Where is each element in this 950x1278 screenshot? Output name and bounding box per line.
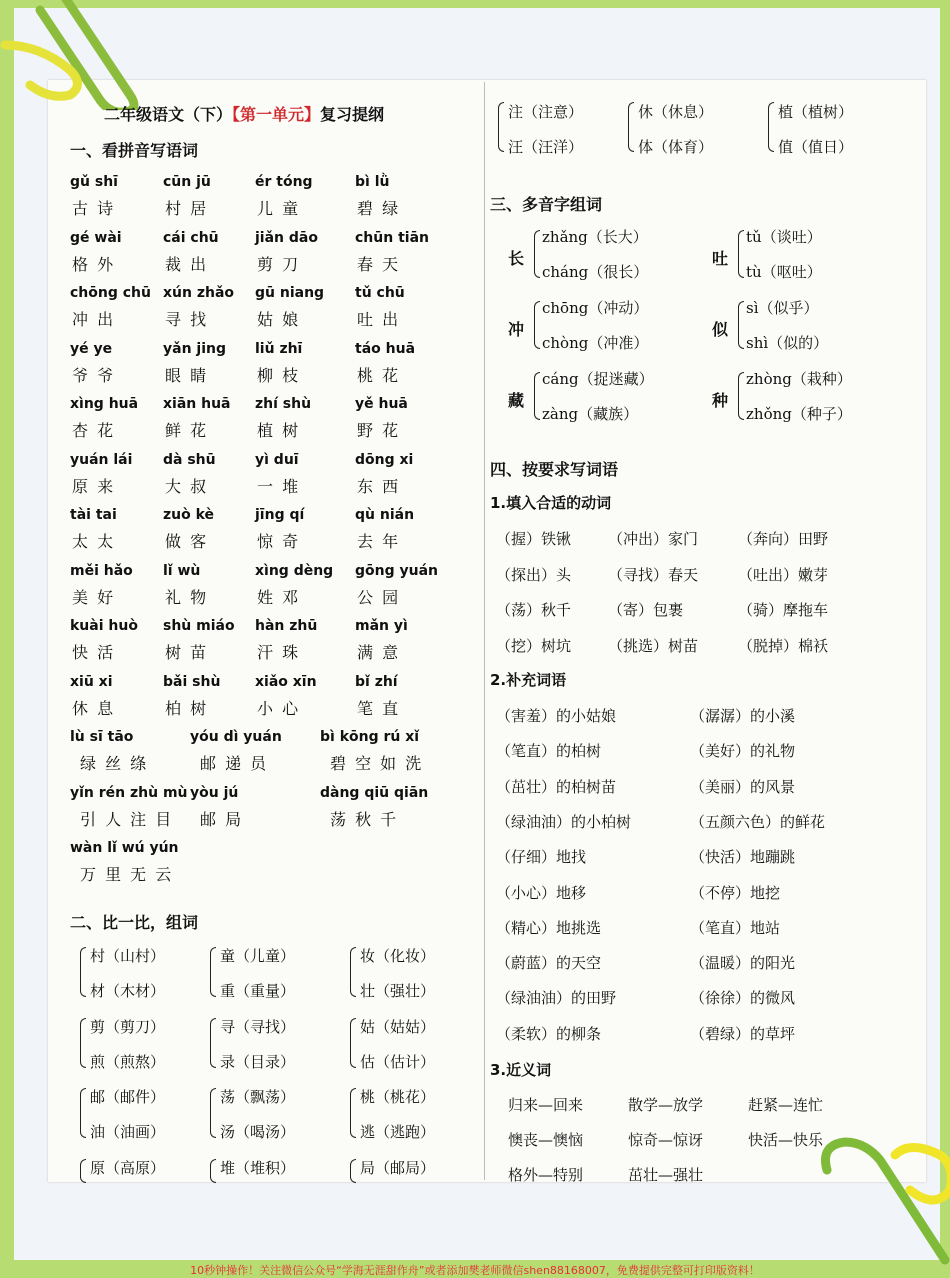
supplement-phrase: （蔚蓝）的天空 xyxy=(496,954,602,973)
compare-brace xyxy=(768,102,774,152)
word-text: 万 里 无 云 xyxy=(80,865,174,884)
paper-clip-top-left xyxy=(0,0,150,110)
supplement-phrase: （柔软）的柳条 xyxy=(496,1024,602,1043)
polyphonic-char: 种 xyxy=(712,391,729,410)
pinyin-text: zhí shù xyxy=(255,396,312,412)
supplement-phrase: （小心）地移 xyxy=(496,883,587,902)
paper-clip-bottom-right xyxy=(815,1130,950,1278)
compare-word: 油（油画） xyxy=(90,1123,166,1141)
compare-brace xyxy=(210,1088,216,1138)
compare-word: 村（山村） xyxy=(90,947,166,965)
word-text: 惊 奇 xyxy=(257,532,301,551)
compare-word: 妆（化妆） xyxy=(360,947,436,965)
compare-word: 值（值日） xyxy=(778,138,854,156)
word-text: 绿 丝 绦 xyxy=(80,754,149,773)
pinyin-text: zuò kè xyxy=(163,507,215,523)
verb-phrase: （寄）包裹 xyxy=(608,601,684,619)
word-text: 小 心 xyxy=(257,698,301,718)
word-text: 格 外 xyxy=(72,254,116,274)
compare-word: 原（高原） xyxy=(90,1158,166,1177)
pinyin-text: yě huā xyxy=(355,396,408,412)
pinyin-text: xiān huā xyxy=(163,396,231,412)
verb-phrase: （荡）秋千 xyxy=(496,601,572,619)
word-text: 冲 出 xyxy=(72,310,116,329)
pinyin-text: táo huā xyxy=(355,340,416,357)
sub-heading-verbs: 1.填入合适的动词 xyxy=(490,494,612,512)
supplement-phrase: （徐徐）的微风 xyxy=(690,989,796,1008)
word-text: 去 年 xyxy=(357,532,401,551)
compare-word: 桃（桃花） xyxy=(360,1088,436,1106)
word-text: 公 园 xyxy=(357,587,401,607)
supplement-phrase: （温暖）的阳光 xyxy=(690,954,796,973)
compare-word: 汪（汪洋） xyxy=(508,138,584,156)
pinyin-text: yì duī xyxy=(255,451,299,468)
word-text: 树 苗 xyxy=(165,643,209,662)
compare-word: 逃（逃跑） xyxy=(360,1123,436,1141)
synonym-pair: 归来—回来 xyxy=(508,1096,584,1114)
pinyin-text: qù nián xyxy=(355,507,415,523)
word-text: 裁 出 xyxy=(165,254,209,274)
pinyin-text: yǐn rén zhù mù xyxy=(70,784,188,801)
compare-brace xyxy=(210,1159,216,1183)
verb-phrase: （冲出）家门 xyxy=(608,530,699,548)
pinyin-text: xiū xi xyxy=(70,673,113,690)
compare-brace xyxy=(210,947,216,997)
compare-brace xyxy=(210,1018,216,1068)
compare-word: 壮（强壮） xyxy=(360,982,436,1000)
word-text: 做 客 xyxy=(165,532,209,551)
pinyin-text: tǔ chū xyxy=(355,285,405,301)
polyphonic-brace xyxy=(738,230,744,278)
compare-word: 荡（飘荡） xyxy=(220,1088,296,1106)
word-text: 春 天 xyxy=(357,254,401,274)
pinyin-text: hàn zhū xyxy=(255,618,318,634)
pinyin-text: yuán lái xyxy=(70,451,133,468)
synonym-pair: 赶紧—连忙 xyxy=(748,1096,824,1114)
pinyin-text: gé wài xyxy=(70,229,122,246)
word-text: 满 意 xyxy=(357,643,401,662)
pinyin-text: jiǎn dāo xyxy=(255,229,318,246)
polyphonic-reading: sì（似乎） xyxy=(746,299,819,317)
section-4-heading: 四、按要求写词语 xyxy=(490,460,619,479)
compare-word: 邮（邮件） xyxy=(90,1088,166,1106)
polyphonic-char: 长 xyxy=(508,249,525,268)
polyphonic-reading: zhǎng（长大） xyxy=(542,228,648,246)
supplement-phrase: （美好）的礼物 xyxy=(690,742,796,761)
word-text: 笔 直 xyxy=(357,698,401,718)
compare-brace xyxy=(498,102,504,152)
pinyin-text: xún zhǎo xyxy=(163,285,235,301)
supplement-phrase: （害羞）的小姑娘 xyxy=(496,707,617,725)
pinyin-text: wàn lǐ wú yún xyxy=(70,840,179,856)
supplement-phrase: （碧绿）的草坪 xyxy=(690,1024,796,1043)
word-text: 碧 绿 xyxy=(357,199,401,218)
synonym-pair: 格外—特别 xyxy=(508,1166,584,1184)
supplement-phrase: （绿油油）的小柏树 xyxy=(496,812,632,831)
pinyin-text: kuài huò xyxy=(70,618,138,634)
verb-phrase: （脱掉）棉袄 xyxy=(738,636,829,655)
supplement-phrase: （精心）地挑选 xyxy=(496,918,602,937)
pinyin-text: bì lǜ xyxy=(355,174,390,190)
pinyin-text: xìng dèng xyxy=(255,562,334,579)
compare-word: 估（估计） xyxy=(360,1052,436,1071)
compare-brace xyxy=(80,1018,86,1068)
word-text: 柳 枝 xyxy=(257,365,301,385)
polyphonic-reading: tù（呕吐） xyxy=(746,263,822,281)
compare-brace xyxy=(350,947,356,997)
polyphonic-brace xyxy=(534,301,540,349)
compare-word: 材（木材） xyxy=(90,982,166,1000)
word-text: 古 诗 xyxy=(72,199,116,218)
word-text: 邮 局 xyxy=(200,809,244,829)
word-text: 汗 珠 xyxy=(257,643,301,662)
word-text: 荡 秋 千 xyxy=(330,809,399,829)
pinyin-text: dàng qiū qiān xyxy=(320,784,429,801)
verb-phrase: （挑选）树苗 xyxy=(608,636,699,655)
column-divider xyxy=(484,82,485,1180)
word-text: 桃 花 xyxy=(357,365,401,385)
pinyin-text: gōng yuán xyxy=(355,562,439,579)
compare-word: 寻（寻找） xyxy=(220,1017,296,1036)
pinyin-text: yé ye xyxy=(70,340,113,357)
pinyin-text: gǔ shī xyxy=(70,174,118,190)
word-text: 东 西 xyxy=(357,476,401,496)
pinyin-text: mǎn yì xyxy=(355,618,408,634)
supplement-phrase: （不停）地挖 xyxy=(690,883,781,902)
pinyin-text: xiǎo xīn xyxy=(255,673,317,690)
supplement-phrase: （美丽）的风景 xyxy=(690,777,796,796)
polyphonic-char: 冲 xyxy=(508,320,525,339)
section-3-heading: 三、多音字组词 xyxy=(490,195,603,214)
synonym-pair: 惊奇—惊讶 xyxy=(628,1131,704,1149)
compare-brace xyxy=(350,1018,356,1068)
compare-word: 堆（堆积） xyxy=(220,1158,296,1177)
verb-phrase: （吐出）嫩芽 xyxy=(738,565,829,584)
compare-brace xyxy=(350,1159,356,1183)
pinyin-text: ér tóng xyxy=(255,174,313,190)
synonym-pair: 散学—放学 xyxy=(628,1096,704,1114)
pinyin-text: bì kōng rú xǐ xyxy=(320,729,420,745)
polyphonic-brace xyxy=(534,230,540,278)
polyphonic-reading: chōng（冲动） xyxy=(542,299,649,317)
word-text: 太 太 xyxy=(72,532,116,551)
polyphonic-reading: zhǒng（种子） xyxy=(746,405,852,423)
compare-word: 汤（喝汤） xyxy=(220,1123,296,1141)
compare-word: 休（休息） xyxy=(638,103,714,121)
pinyin-text: yóu dì yuán xyxy=(190,729,282,745)
polyphonic-reading: cháng（很长） xyxy=(542,263,649,281)
word-text: 野 花 xyxy=(357,421,401,440)
pinyin-text: chūn tiān xyxy=(355,229,429,246)
compare-word: 植（植树） xyxy=(778,103,854,121)
word-text: 大 叔 xyxy=(165,476,209,496)
supplement-phrase: （绿油油）的田野 xyxy=(496,989,617,1008)
word-text: 一 堆 xyxy=(257,476,301,496)
polyphonic-reading: zhòng（栽种） xyxy=(746,370,852,388)
supplement-phrase: （潺潺）的小溪 xyxy=(690,707,796,725)
pinyin-text: shù miáo xyxy=(163,618,235,634)
section-2-heading: 二、比一比，组词 xyxy=(70,913,199,932)
pinyin-text: cūn jū xyxy=(163,174,211,190)
verb-phrase: （骑）摩拖车 xyxy=(738,601,829,619)
sub-heading-supplement: 2.补充词语 xyxy=(490,671,567,689)
pinyin-text: yòu jú xyxy=(190,784,239,801)
synonym-pair: 茁壮—强壮 xyxy=(628,1166,704,1184)
word-text: 快 活 xyxy=(72,643,116,662)
word-text: 姑 娘 xyxy=(257,310,301,329)
polyphonic-char: 似 xyxy=(712,320,729,339)
supplement-phrase: （茁壮）的柏树苗 xyxy=(496,777,617,796)
pinyin-text: chōng chū xyxy=(70,285,151,301)
verb-phrase: （奔向）田野 xyxy=(738,530,829,548)
pinyin-text: lù sī tāo xyxy=(70,729,134,745)
pinyin-text: cái chū xyxy=(163,229,219,246)
polyphonic-brace xyxy=(738,372,744,420)
word-text: 爷 爷 xyxy=(72,365,116,385)
word-text: 引 人 注 目 xyxy=(80,809,174,829)
compare-brace xyxy=(628,102,634,152)
pinyin-text: gū niang xyxy=(255,285,325,301)
polyphonic-reading: tǔ（谈吐） xyxy=(746,228,822,246)
pinyin-text: bǎi shù xyxy=(163,673,221,690)
word-text: 植 树 xyxy=(257,421,301,440)
compare-word: 童（儿童） xyxy=(220,947,296,965)
polyphonic-reading: shì（似的） xyxy=(746,334,829,352)
synonym-pair: 快活—快乐 xyxy=(748,1131,824,1149)
pinyin-text: jīng qí xyxy=(255,507,305,523)
word-text: 村 居 xyxy=(165,199,209,218)
polyphonic-char: 藏 xyxy=(508,391,525,410)
supplement-phrase: （笔直）的柏树 xyxy=(496,742,602,761)
footer-note: 10秒钟操作！关注微信公众号“学海无涯甜作舟”或者添加樊老师微信shen88168007，免费提供完整可打印版资料！ xyxy=(190,1264,760,1277)
page-title: 二年级语文（下）【第一单元】复习提纲 xyxy=(104,105,385,124)
word-text: 柏 树 xyxy=(165,698,209,718)
supplement-phrase: （笔直）地站 xyxy=(690,918,781,937)
compare-word: 煎（煎熬） xyxy=(90,1052,166,1071)
compare-brace xyxy=(80,1159,86,1183)
compare-word: 注（注意） xyxy=(508,103,584,121)
word-text: 儿 童 xyxy=(257,199,301,218)
compare-word: 录（目录） xyxy=(220,1052,296,1071)
pinyin-text: yǎn jing xyxy=(163,340,226,357)
polyphonic-reading: chòng（冲准） xyxy=(542,334,649,352)
compare-word: 体（体育） xyxy=(638,138,714,156)
polyphonic-reading: zàng（藏族） xyxy=(542,405,639,423)
compare-word: 重（重量） xyxy=(220,982,296,1000)
word-text: 鲜 花 xyxy=(165,421,209,440)
word-text: 休 息 xyxy=(72,698,116,718)
compare-brace xyxy=(350,1088,356,1138)
word-text: 寻 找 xyxy=(165,310,209,329)
pinyin-text: xìng huā xyxy=(70,396,139,412)
section-1-heading: 一、看拼音写语词 xyxy=(70,141,199,160)
word-text: 邮 递 员 xyxy=(200,754,269,773)
supplement-phrase: （五颜六色）的鲜花 xyxy=(690,812,826,831)
compare-word: 剪（剪刀） xyxy=(90,1017,166,1036)
pinyin-text: liǔ zhī xyxy=(255,340,303,357)
compare-brace xyxy=(80,947,86,997)
polyphonic-reading: cáng（捉迷藏） xyxy=(542,370,654,388)
synonym-pair: 懊丧—懊恼 xyxy=(508,1131,584,1149)
polyphonic-brace xyxy=(738,301,744,349)
pinyin-text: dà shū xyxy=(163,451,216,468)
sub-heading-synonyms: 3.近义词 xyxy=(490,1061,552,1079)
word-text: 剪 刀 xyxy=(257,254,301,274)
pinyin-text: lǐ wù xyxy=(163,562,201,579)
pinyin-text: tài tai xyxy=(70,507,117,523)
word-text: 杏 花 xyxy=(72,421,116,440)
polyphonic-brace xyxy=(534,372,540,420)
verb-phrase: （握）铁锹 xyxy=(496,530,572,548)
polyphonic-char: 吐 xyxy=(712,249,729,268)
verb-phrase: （挖）树坑 xyxy=(496,636,572,655)
pinyin-text: dōng xi xyxy=(355,451,414,468)
word-text: 吐 出 xyxy=(357,310,401,329)
word-text: 原 来 xyxy=(72,476,116,496)
word-text: 眼 睛 xyxy=(165,365,209,385)
verb-phrase: （探出）头 xyxy=(496,565,572,584)
word-text: 碧 空 如 洗 xyxy=(330,754,424,773)
word-text: 礼 物 xyxy=(165,587,209,607)
pinyin-text: měi hǎo xyxy=(70,562,133,579)
supplement-phrase: （仔细）地找 xyxy=(496,848,587,867)
compare-brace xyxy=(80,1088,86,1138)
verb-phrase: （寻找）春天 xyxy=(608,565,699,584)
pinyin-text: bǐ zhí xyxy=(355,673,398,690)
word-text: 姓 邓 xyxy=(257,587,301,607)
word-text: 美 好 xyxy=(72,587,116,607)
supplement-phrase: （快活）地蹦跳 xyxy=(690,848,796,867)
compare-word: 局（邮局） xyxy=(360,1158,436,1177)
compare-word: 姑（姑姑） xyxy=(360,1017,436,1036)
